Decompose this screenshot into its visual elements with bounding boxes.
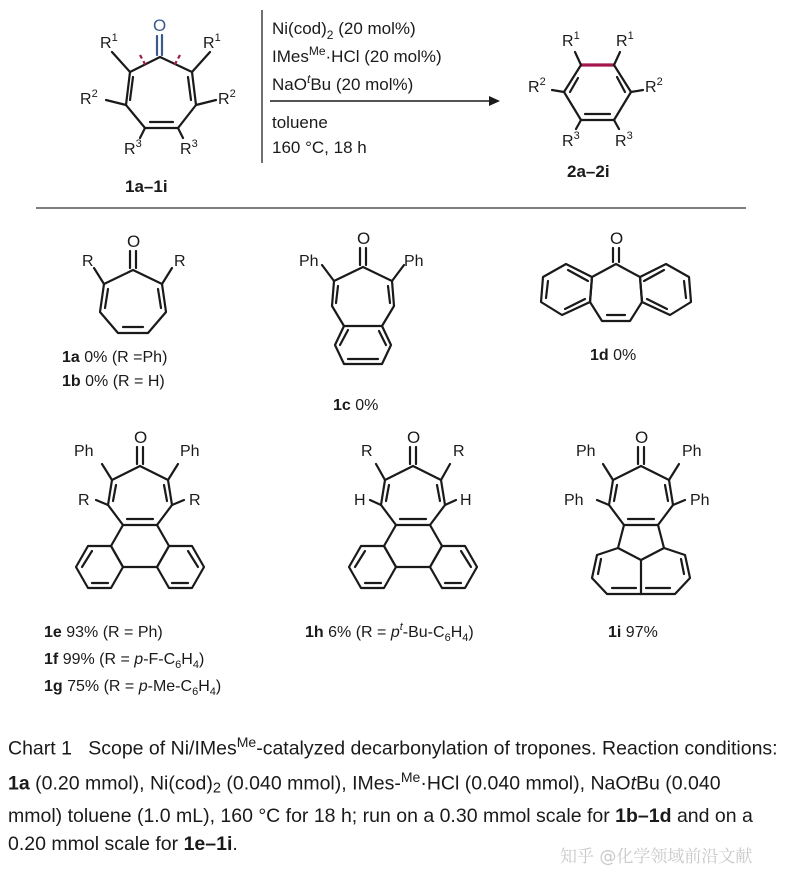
svg-text:R3: $R^3$ [562,130,580,150]
result-1c: 1c 0% [333,397,379,414]
svg-text:R2: $R^2$ [80,88,98,108]
result-1a: 1a 0% (R =Ph) [62,349,168,366]
svg-text:R3: $R^3$ [615,130,633,150]
svg-text:H: H [460,492,472,509]
svg-text:Ph: Ph [74,443,94,460]
svg-text:Ph: Ph [180,443,200,460]
svg-text:R1: $R^1$ [203,32,221,52]
result-1d: 1d 0% [590,347,637,364]
reactant-label: 1a–1i [125,177,168,196]
condition-temperature: 160 °C, 18 h [272,138,367,157]
svg-text:O: O [407,428,421,447]
structure-1a-1b [82,232,186,333]
result-1g: 1g 75% $(R = p-Me-C_6H_4)$ [44,678,222,698]
svg-text:R: R [82,253,94,270]
svg-text:R1: $R^1$ [100,32,118,52]
structure-1d [541,229,691,321]
svg-text:R: R [78,492,90,509]
svg-text:Ph: Ph [564,492,584,509]
svg-text:O: O [610,229,624,248]
svg-text:O: O [357,229,371,248]
svg-text:H: H [354,492,366,509]
figure-caption: Chart 1 Scope of Ni/IMes$^{Me}$-catalyzed decarbonylation of tropones. Reaction conditions: 1a (0.20 mmol), Ni(cod)2 (0.040 mmol), IMes-$^{Me}$·HCl (0.040 mmol), NaOtBu (0.040 mmol) toluene (1.0 mL), 160 °C for 18 h; run on a 0.30 mmol scale for 1b–1d and on a 0.20 mmol scale for 1e–1i. [8,734,778,856]
svg-text:Ph: Ph [404,253,424,270]
condition-ligand: IMes$^{Me}$·HCl (20 mol%) [272,44,442,66]
svg-text:O: O [127,232,141,251]
svg-text:Ph: Ph [299,253,319,270]
svg-text:R2: $R^2$ [528,76,546,96]
result-1h: 1h 6% $(R = p^t-Bu-C_6H_4)$ [305,621,474,644]
product-label: 2a–2i [567,162,610,181]
svg-text:R2: $R^2$ [645,76,663,96]
svg-text:R3: $R^3$ [124,138,142,158]
svg-text:Ph: Ph [576,443,596,460]
svg-text:R: R [189,492,201,509]
watermark: 知乎 @化学领域前沿文献 [560,847,753,867]
condition-solvent: toluene [272,113,328,132]
svg-text:R1: $R^1$ [562,30,580,50]
result-1f: 1f 99% $(R = p-F-C_6H_4)$ [44,651,205,671]
svg-text:R: R [174,253,186,270]
structure-1e-1g [74,428,204,588]
svg-text:R2: $R^2$ [218,88,236,108]
result-1e: 1e 93% (R = Ph) [44,624,163,641]
svg-text:R1: $R^1$ [616,30,634,50]
structure-1h [349,428,477,588]
result-1i: 1i 97% [608,624,658,641]
condition-catalyst: $Ni(cod)_2$ (20 mol%) [272,19,416,42]
svg-text:Ph: Ph [690,492,710,509]
svg-text:R: R [361,443,373,460]
structure-1c [299,229,424,364]
atom-o: O [153,16,167,35]
product-benzene-structure [528,30,663,150]
svg-text:R3: $R^3$ [180,138,198,158]
structure-1i [564,428,710,594]
condition-base: NaO$^t$Bu (20 mol%) [272,72,414,94]
svg-text:O: O [635,428,649,447]
result-1b: 1b 0% (R = H) [62,373,165,390]
svg-text:R: R [453,443,465,460]
reactant-tropone-structure [80,16,236,158]
svg-text:O: O [134,428,148,447]
caption-label: Chart 1 [8,737,72,760]
svg-text:Ph: Ph [682,443,702,460]
